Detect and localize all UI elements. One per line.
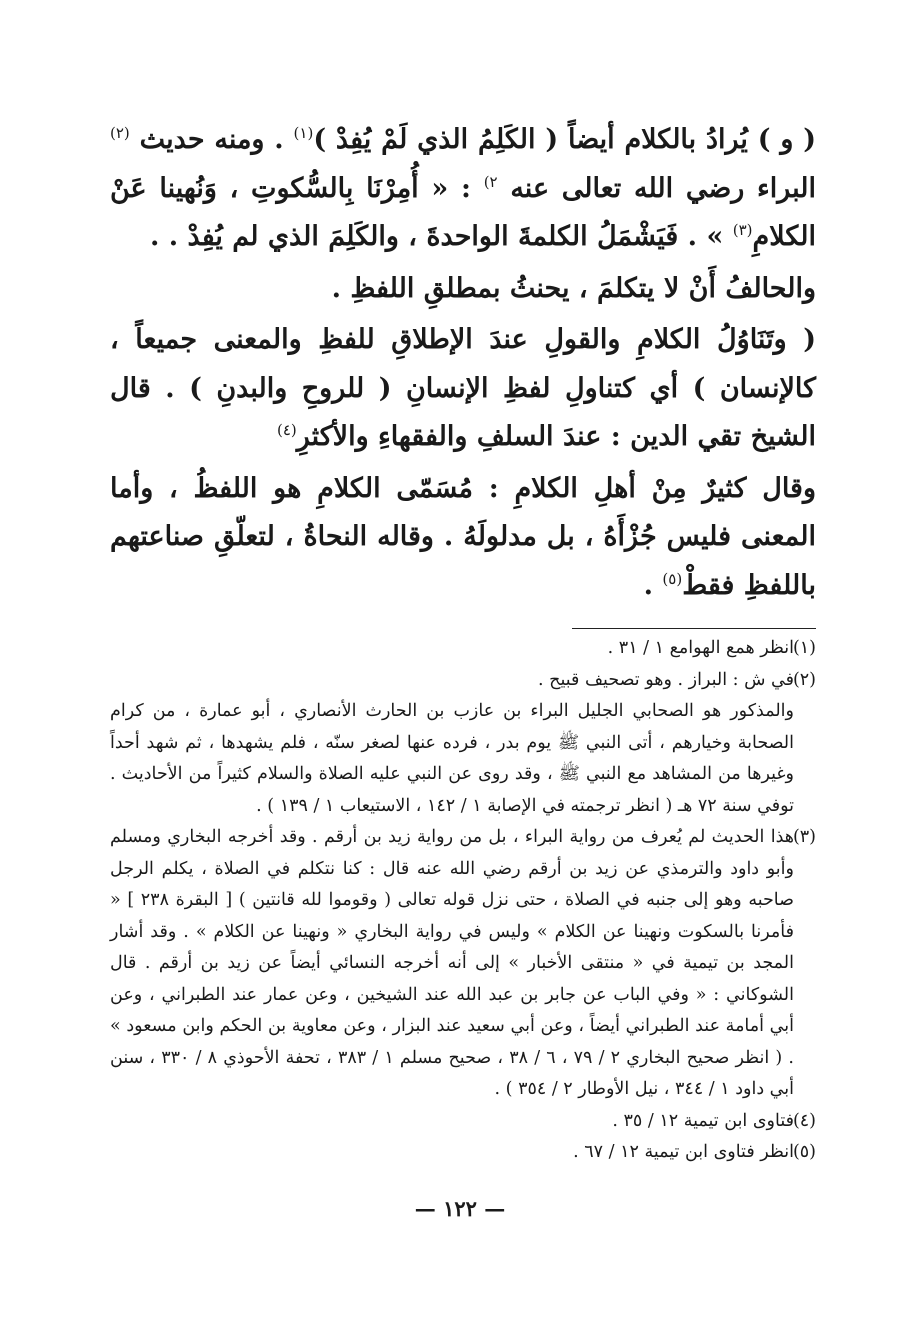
text-segment: » . فَيَشْمَلُ الكلمةَ الواحدةَ ، والكَلِمَ الذي لم يُفِدْ . . (149, 221, 724, 252)
footnote-ref-2-duplicate: ٢) (483, 172, 498, 191)
footnote-2-continuation: والمذكور هو الصحابي الجليل البراء بن عازب بن الحارث الأنصاري ، أبو عمارة ، من كرام الصحابة وخيارهم ، أتى النبي ﷺ يوم بدر ، فرده عنها لصغر سنّه ، فلم يشهدها ، ثم شهد أحداً وغيرها من المشاهد مع النبي ﷺ ، وقد روى عن النبي عليه الصلاة والسلام كثيراً من الأحاديث . توفي سنة ٧٢ هـ ( انظر ترجمته في الإصابة ١ / ١٤٢ ، الاستيعاب ١ / ١٣٩ ) . (110, 701, 794, 816)
footnote-number: (٥) (792, 1142, 816, 1162)
footnote-divider (572, 628, 816, 629)
text-segment: ( و ) يُرادُ بالكلام أيضاً ( الكَلِمُ الذي لَمْ يُفِدْ ) (313, 124, 817, 155)
text-segment: وقال كثيرٌ مِنْ أهلِ الكلامِ : مُسَمّى الكلامِ هو اللفظُ ، وأما المعنى فليس جُزْأَهُ ، بل مدلولَهُ . وقاله النحاةُ ، لتعلّقِ صناعتهم باللفظِ فقطْ (110, 472, 816, 601)
footnote-ref-4[interactable]: (٤) (276, 421, 297, 439)
footnotes (110, 633, 816, 1169)
text-segment: . ومنه حديث (139, 124, 284, 155)
footnote-ref-3[interactable]: (٣) (732, 221, 753, 239)
paragraph-3 (110, 316, 816, 462)
text-segment: : « أُمِرْنَا بِالسُّكوتِ ، وَنُهينا عَنْ الكلامِ (110, 172, 816, 252)
text-segment: البراء رضي الله تعالى عنه (510, 172, 816, 204)
paragraph-4 (110, 465, 816, 611)
footnote-number: (٢) (792, 669, 816, 690)
footnote-ref-5[interactable]: (٥) (662, 569, 683, 588)
main-text (110, 116, 816, 610)
footnote-3 (110, 822, 816, 1106)
footnote-text: فتاوى ابن تيمية ١٢ / ٣٥ . (612, 1110, 794, 1131)
text-segment: والحالفُ أَنْ لا يتكلمَ ، يحنثُ بمطلقِ اللفظِ . (331, 272, 816, 304)
footnote-ref-2[interactable]: (٢) (110, 124, 130, 142)
footnote-4 (110, 1106, 816, 1138)
footnote-5 (110, 1137, 816, 1169)
footnote-1 (110, 633, 816, 665)
paragraph-1 (110, 116, 816, 262)
paragraph-2 (110, 265, 816, 314)
footnote-text: في ش : البراز . وهو تصحيف قبيح . (538, 669, 794, 690)
footnote-ref-1[interactable]: (١) (293, 124, 314, 142)
footnote-number: (١) (792, 638, 816, 658)
page-number: — ١٢٢ — (414, 1196, 506, 1221)
footnote-2 (110, 665, 816, 697)
text-segment: ( وتَنَاوُلُ الكلامِ والقولِ عندَ الإطلاقِ للفظِ والمعنى جميعاً ، كالإنسان ) أي كتناولِ لفظِ الإنسانِ ( للروحِ والبدنِ ) . قال الشيخ تقي الدين : عندَ السلفِ والفقهاءِ والأكثرِ (110, 324, 816, 452)
footnote-text: انظر فتاوى ابن تيمية ١٢ / ٦٧ . (573, 1142, 794, 1162)
footnote-number: (٤) (792, 1110, 816, 1131)
footnote-text: هذا الحديث لم يُعرف من رواية البراء ، بل من رواية زيد بن أرقم . وقد أخرجه البخاري ومسلم وأبو داود والترمذي عن زيد بن أرقم رضي الله عنه قال : كنا نتكلم في الصلاة ، يكلم الرجل صاحبه وهو إلى جنبه في الصلاة ، حتى نزل قوله تعالى ( وقوموا لله قانتين ) [ البقرة ٢٣٨ ] « فأمرنا بالسكوت ونهينا عن الكلام » وليس في رواية البخاري « ونهينا عن الكلام » . وقد أشار المجد بن تيمية في « منتقى الأخبار » إلى أنه أخرجه النسائي أيضاً عن زيد بن أرقم . قال الشوكاني : « وفي الباب عن جابر بن عبد الله عند الشيخين ، وعن عمار عند الطبراني ، وعن أبي أمامة عند الطبراني أيضاً ، وعن أبي سعيد عند البزار ، وعن معاوية بن الحكم وابن مسعود » . ( انظر صحيح البخاري ٢ / ٧٩ ، ٦ / ٣٨ ، صحيح مسلم ١ / ٣٨٣ ، تحفة الأحوذي ٨ / ٣٣٠ ، سنن أبي داود ١ / ٣٤٤ ، نيل الأوطار ٢ / ٣٥٤ ) . (110, 827, 794, 1099)
footnote-text: انظر همع الهوامع ١ / ٣١ . (607, 638, 794, 658)
text-segment: . (643, 569, 654, 601)
footnote-number: (٣) (792, 827, 816, 847)
